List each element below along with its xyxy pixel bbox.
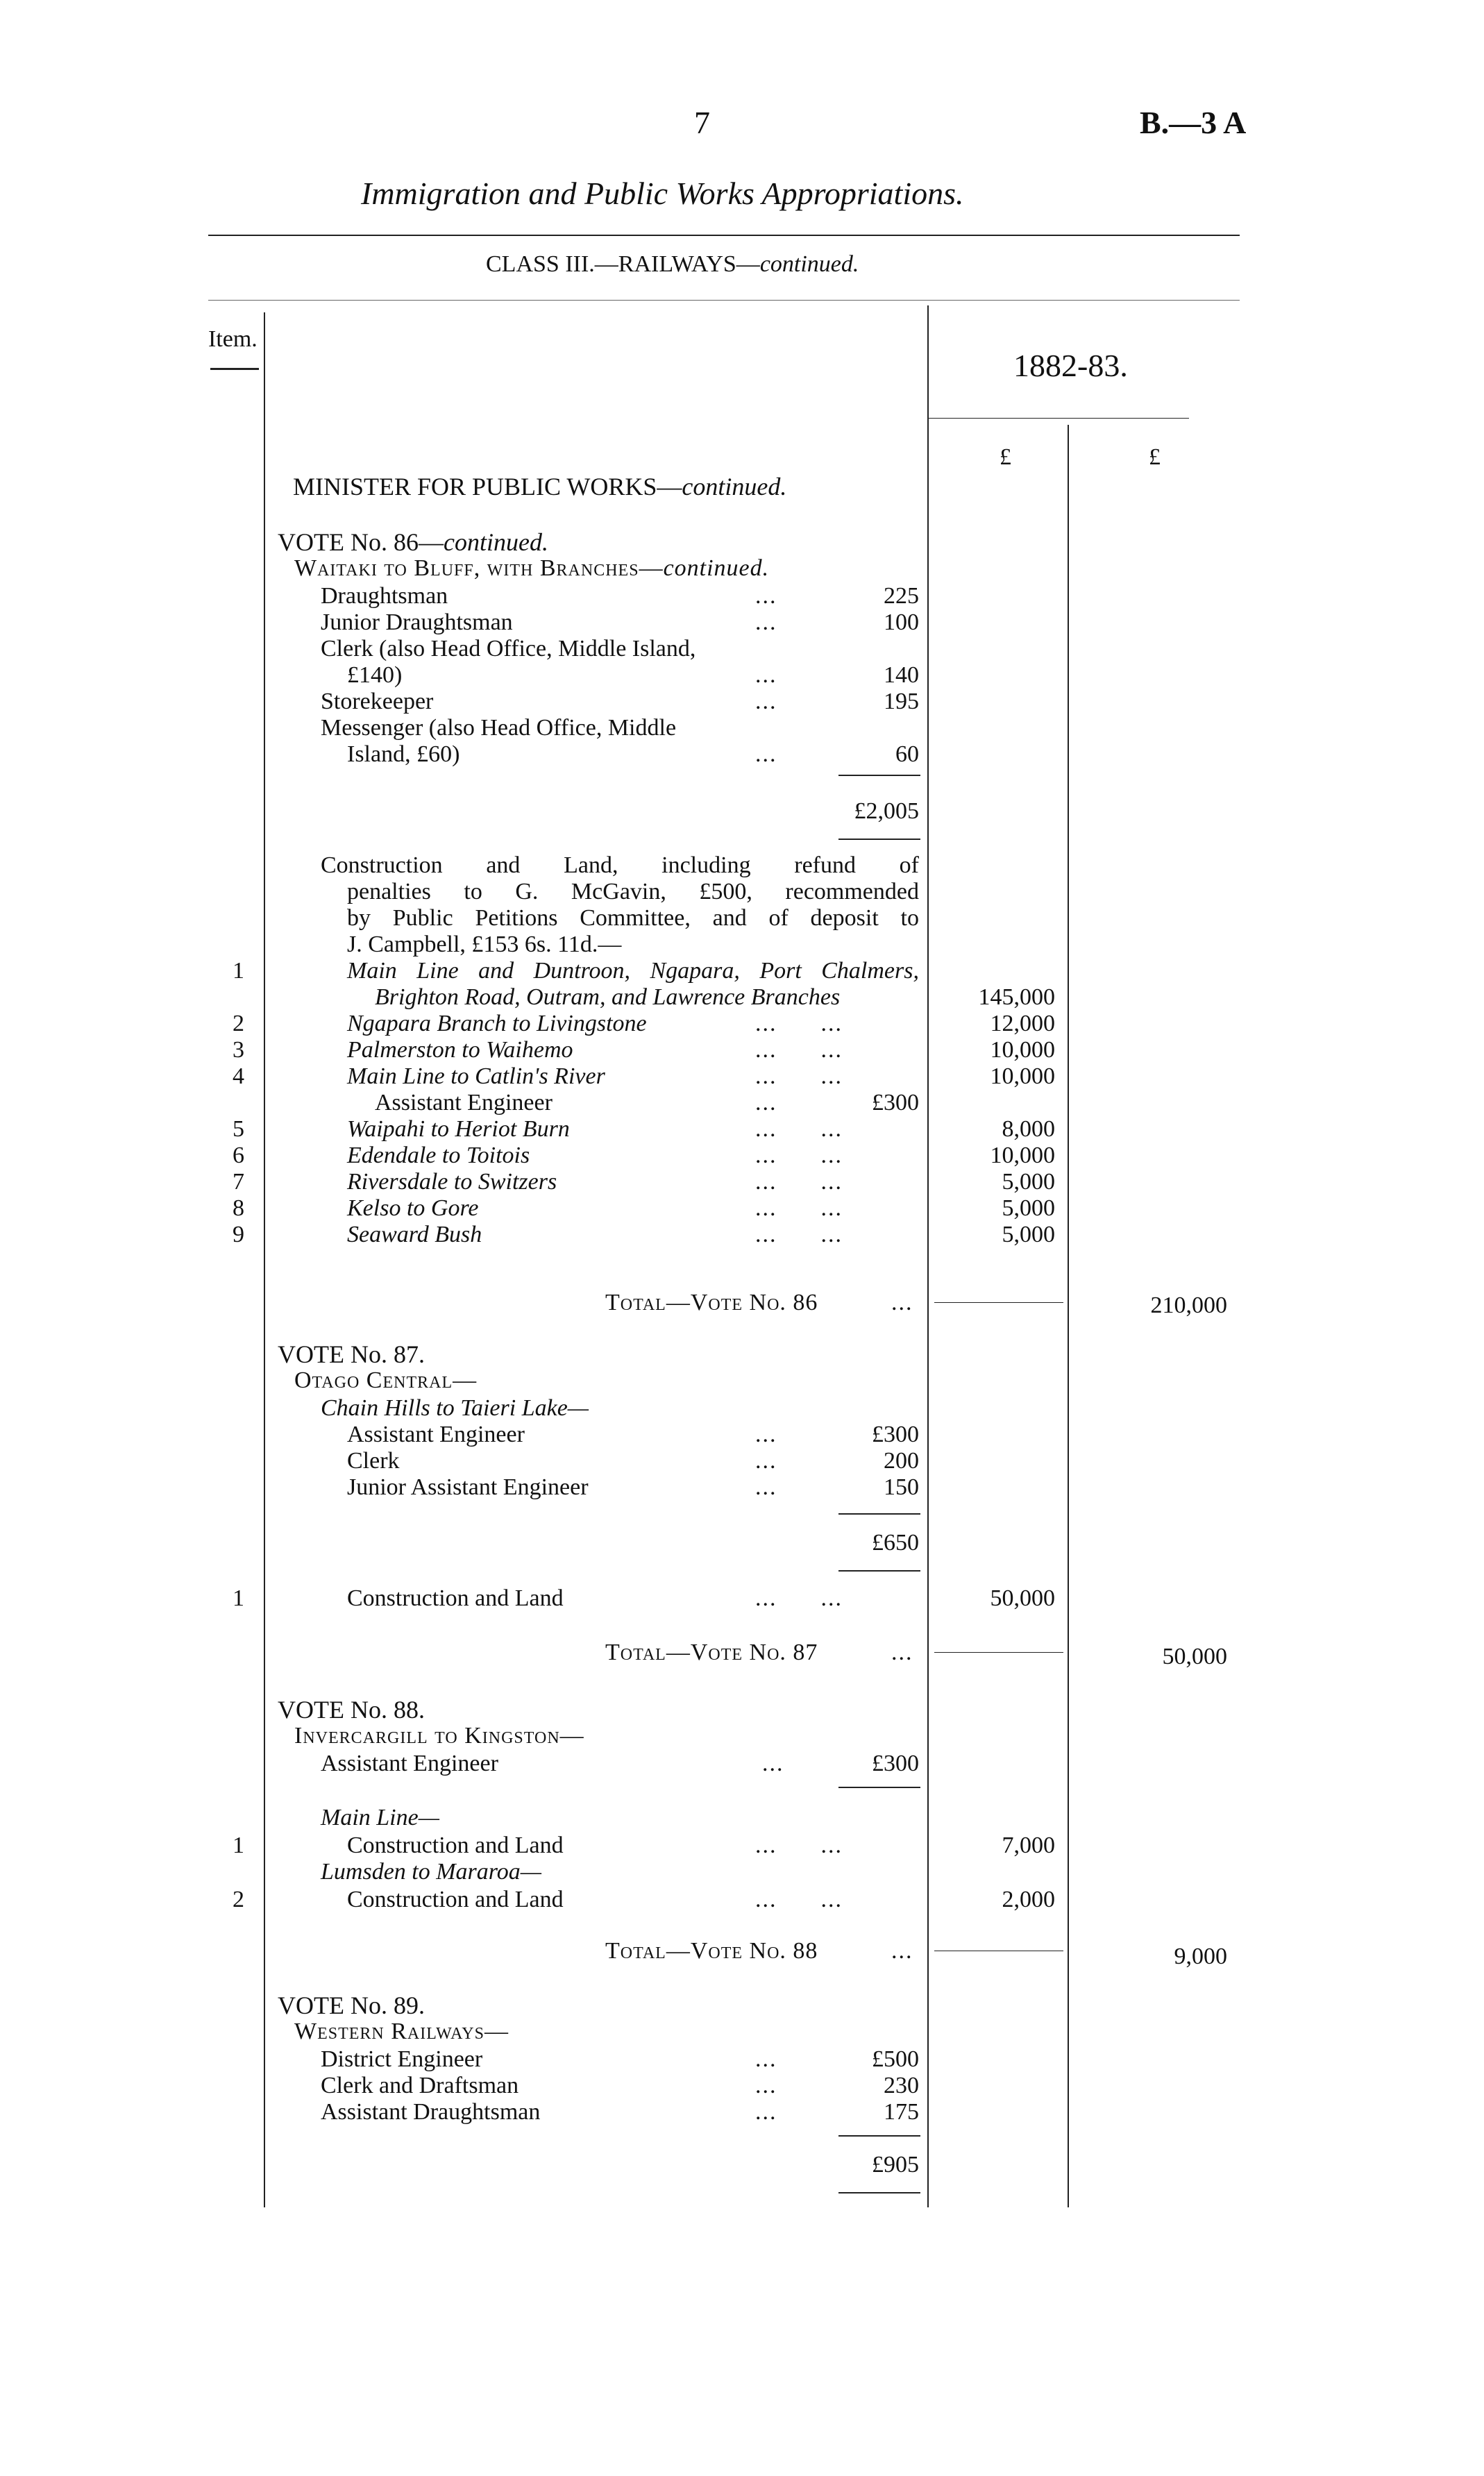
item-column-label: Item. bbox=[208, 326, 258, 352]
staff-amount: £300 bbox=[872, 1751, 919, 1776]
item-label-rule bbox=[210, 368, 259, 370]
minister-heading: MINISTER FOR PUBLIC WORKS—continued. bbox=[293, 473, 787, 500]
page-number: 7 bbox=[694, 105, 710, 140]
vote89-section: Western Railways— bbox=[294, 2019, 509, 2044]
subtotal-rule bbox=[838, 1570, 920, 1572]
construction-text-line: J. Campbell, £153 6s. 11d.— bbox=[347, 932, 622, 957]
staff-label: Junior Draughtsman bbox=[321, 609, 513, 635]
subtotal-rule bbox=[838, 2135, 920, 2137]
vote87-total-label: Total—Vote No. 87 bbox=[605, 1640, 818, 1665]
staff-amount: 195 bbox=[884, 689, 919, 714]
leader-dots: ... ... bbox=[755, 1222, 843, 1247]
staff-label: £140) bbox=[347, 662, 403, 688]
leader-dots: ... bbox=[755, 609, 777, 635]
item-number: 5 bbox=[233, 1116, 244, 1142]
leader-dots: ... bbox=[755, 2099, 777, 2125]
subtotal-rule bbox=[838, 775, 920, 776]
item-amount: 145,000 bbox=[978, 984, 1055, 1010]
leader-dots: ... bbox=[755, 662, 777, 688]
construction-text-line: penalties to G. McGavin, £500, recommended bbox=[347, 879, 919, 904]
staff-label: Assistant Engineer bbox=[347, 1422, 525, 1447]
item-amount: 8,000 bbox=[1002, 1116, 1055, 1142]
item-amount: 12,000 bbox=[990, 1011, 1055, 1036]
subtotal-rule bbox=[838, 1787, 920, 1788]
leader-dots: ... bbox=[755, 1422, 777, 1447]
leader-dots: ... bbox=[755, 2046, 777, 2072]
item-amount: 7,000 bbox=[1002, 1833, 1055, 1858]
main-line-heading: Main Line— bbox=[321, 1805, 439, 1830]
leader-dots: ... ... bbox=[755, 1116, 843, 1142]
staff-label: Island, £60) bbox=[347, 741, 460, 767]
year-heading: 1882-83. bbox=[1013, 348, 1128, 383]
leader-dots: ... ... bbox=[755, 1585, 843, 1611]
staff-amount: 60 bbox=[895, 741, 919, 767]
staff-amount: £500 bbox=[872, 2046, 919, 2072]
vote88-total-label: Total—Vote No. 88 bbox=[605, 1938, 818, 1964]
vote87-section: Otago Central— bbox=[294, 1367, 478, 1393]
staff-label: Clerk bbox=[347, 1448, 400, 1474]
total-rule bbox=[934, 1302, 1063, 1303]
item-label: Palmerston to Waihemo bbox=[347, 1037, 573, 1063]
document-reference: B.—3 A bbox=[1140, 105, 1247, 140]
leader-dots: ... ... bbox=[755, 1011, 843, 1036]
item-amount: 50,000 bbox=[990, 1585, 1055, 1611]
staff-label: Clerk and Draftsman bbox=[321, 2073, 519, 2098]
lumsden-heading: Lumsden to Mararoa— bbox=[321, 1859, 541, 1885]
leader-dots: ... ... bbox=[755, 1887, 843, 1912]
item-label: Construction and Land bbox=[347, 1833, 564, 1858]
item-number: 1 bbox=[233, 1585, 244, 1611]
item-amount: 5,000 bbox=[1002, 1195, 1055, 1221]
vote87-subsection: Chain Hills to Taieri Lake— bbox=[321, 1395, 589, 1421]
item-number: 2 bbox=[233, 1887, 244, 1912]
staff-amount: 140 bbox=[884, 662, 919, 688]
item-amount: 5,000 bbox=[1002, 1169, 1055, 1195]
item-number: 4 bbox=[233, 1063, 244, 1089]
staff-label: District Engineer bbox=[321, 2046, 483, 2072]
item-number: 9 bbox=[233, 1222, 244, 1247]
item-label: Assistant Engineer bbox=[375, 1090, 553, 1115]
item-label: Seaward Bush bbox=[347, 1222, 482, 1247]
staff-label: Storekeeper bbox=[321, 689, 434, 714]
item-label: Construction and Land bbox=[347, 1887, 564, 1912]
column1-currency: £ bbox=[1000, 444, 1011, 470]
staff-label: Assistant Engineer bbox=[321, 1751, 498, 1776]
leader-dots: ... ... bbox=[755, 1195, 843, 1221]
leader-dots: ... bbox=[755, 583, 777, 609]
subtotal-rule bbox=[838, 1513, 920, 1515]
item-amount: 10,000 bbox=[990, 1037, 1055, 1063]
vote89-heading: VOTE No. 89. bbox=[278, 1991, 425, 2019]
staff-label: Clerk (also Head Office, Middle Island, bbox=[321, 636, 696, 662]
leader-dots: ... ... bbox=[755, 1063, 843, 1089]
year-rule bbox=[929, 418, 1189, 419]
item-number: 2 bbox=[233, 1011, 244, 1036]
staff-amount: 200 bbox=[884, 1448, 919, 1474]
vote89-subtotal: £905 bbox=[872, 2152, 919, 2178]
vote86-total: 210,000 bbox=[1150, 1292, 1227, 1318]
staff-label: Messenger (also Head Office, Middle bbox=[321, 715, 677, 741]
inline-amount: £300 bbox=[872, 1090, 919, 1115]
description-column-rule bbox=[927, 305, 929, 2207]
item-number: 1 bbox=[233, 1833, 244, 1858]
item-amount: 10,000 bbox=[990, 1063, 1055, 1089]
leader-dots: ... bbox=[891, 1290, 913, 1315]
vote88-total: 9,000 bbox=[1174, 1944, 1227, 1969]
item-label: Main Line and Duntroon, Ngapara, Port Chalmers, bbox=[347, 958, 919, 984]
staff-label: Assistant Draughtsman bbox=[321, 2099, 541, 2125]
vote86-subtotal: £2,005 bbox=[854, 798, 919, 824]
item-amount: 10,000 bbox=[990, 1143, 1055, 1168]
vote87-heading: VOTE No. 87. bbox=[278, 1340, 425, 1368]
column2-currency: £ bbox=[1149, 444, 1161, 470]
leader-dots: ... bbox=[755, 1448, 777, 1474]
vote86-heading: VOTE No. 86—continued. bbox=[278, 528, 548, 556]
leader-dots: ... ... bbox=[755, 1169, 843, 1195]
leader-dots: ... ... bbox=[755, 1143, 843, 1168]
page-title: Immigration and Public Works Appropriations. bbox=[361, 176, 964, 211]
leader-dots: ... bbox=[762, 1751, 784, 1776]
item-number: 1 bbox=[233, 958, 244, 984]
item-label: Edendale to Toitois bbox=[347, 1143, 530, 1168]
class-heading: CLASS III.—RAILWAYS—continued. bbox=[486, 251, 859, 277]
vote88-section: Invercargill to Kingston— bbox=[294, 1723, 584, 1749]
item-label: Brighton Road, Outram, and Lawrence Branches bbox=[375, 984, 841, 1010]
amount-column-rule bbox=[1068, 425, 1069, 2207]
item-label: Riversdale to Switzers bbox=[347, 1169, 557, 1195]
item-label: Construction and Land bbox=[347, 1585, 564, 1611]
vote86-section: Waitaki to Bluff, with Branches—continued. bbox=[294, 555, 770, 581]
class-rule bbox=[208, 300, 1240, 301]
staff-amount: 175 bbox=[884, 2099, 919, 2125]
leader-dots: ... bbox=[755, 741, 777, 767]
subtotal-rule bbox=[838, 839, 920, 840]
item-number: 7 bbox=[233, 1169, 244, 1195]
staff-amount: 150 bbox=[884, 1474, 919, 1500]
leader-dots: ... bbox=[755, 2073, 777, 2098]
leader-dots: ... bbox=[755, 689, 777, 714]
leader-dots: ... bbox=[891, 1938, 913, 1964]
staff-amount: 230 bbox=[884, 2073, 919, 2098]
item-label: Ngapara Branch to Livingstone bbox=[347, 1011, 647, 1036]
construction-text-line: Construction and Land, including refund of bbox=[321, 852, 919, 878]
staff-label: Junior Assistant Engineer bbox=[347, 1474, 589, 1500]
total-rule bbox=[934, 1652, 1063, 1653]
subtotal-rule bbox=[838, 2192, 920, 2193]
construction-text-line: by Public Petitions Committee, and of deposit to bbox=[347, 905, 919, 931]
leader-dots: ... bbox=[891, 1640, 913, 1665]
staff-amount: 100 bbox=[884, 609, 919, 635]
item-amount: 5,000 bbox=[1002, 1222, 1055, 1247]
leader-dots: ... ... bbox=[755, 1037, 843, 1063]
leader-dots: ... bbox=[755, 1474, 777, 1500]
item-label: Kelso to Gore bbox=[347, 1195, 479, 1221]
staff-label: Draughtsman bbox=[321, 583, 448, 609]
item-label: Waipahi to Heriot Burn bbox=[347, 1116, 570, 1142]
vote87-total: 50,000 bbox=[1162, 1644, 1227, 1669]
leader-dots: ... ... bbox=[755, 1833, 843, 1858]
staff-amount: £300 bbox=[872, 1422, 919, 1447]
vote87-subtotal: £650 bbox=[872, 1530, 919, 1556]
title-rule bbox=[208, 235, 1240, 236]
leader-dots: ... bbox=[755, 1090, 777, 1115]
item-amount: 2,000 bbox=[1002, 1887, 1055, 1912]
item-number: 3 bbox=[233, 1037, 244, 1063]
item-column-rule bbox=[264, 312, 265, 2207]
item-label: Main Line to Catlin's River bbox=[347, 1063, 605, 1089]
vote86-total-label: Total—Vote No. 86 bbox=[605, 1290, 818, 1315]
staff-amount: 225 bbox=[884, 583, 919, 609]
item-number: 8 bbox=[233, 1195, 244, 1221]
item-number: 6 bbox=[233, 1143, 244, 1168]
vote88-heading: VOTE No. 88. bbox=[278, 1696, 425, 1724]
